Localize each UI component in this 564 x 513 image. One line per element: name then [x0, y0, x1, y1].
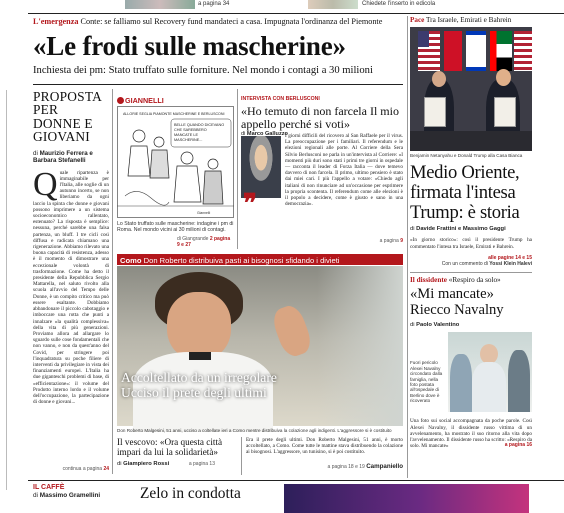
como-divider — [241, 437, 242, 475]
svg-text:CHE SAREBBERO: CHE SAREBBERO — [174, 128, 207, 132]
dissident-pageref: a pagina 16 — [504, 442, 532, 449]
bottom-advert — [284, 484, 529, 513]
flag-bahrain — [444, 31, 462, 71]
priest-collar — [189, 352, 211, 360]
giannelli-box — [117, 96, 234, 250]
main-headline: «Le frodi sulle mascherine» — [33, 31, 346, 61]
flag-usa-canton — [418, 31, 429, 47]
pace-kicker-text: Tra Israele, Emirati e Bahrein — [426, 16, 512, 24]
giannelli-title-bubble: ALLORIE SEGLIA PIAMONTE MASCHERINE E BERLUSCONI — [123, 112, 225, 116]
dissident-kicker-line — [410, 276, 532, 284]
right-column — [410, 16, 532, 448]
pace-kicker-line — [410, 16, 532, 24]
vescovo-headline: Il vescovo: «Ora questa città impari da lui la solidarietà» — [117, 437, 223, 458]
main-story-rule — [33, 84, 403, 85]
person-right-head — [496, 69, 511, 86]
main-kicker-line — [33, 17, 403, 26]
dissident-photo-caption: Fuori pericolo Alexei Navalny circondato dalla famiglia, nella foto postata all'ospedale di Berlino dove è ricoverato — [410, 360, 443, 404]
main-subhead: Inchiesta dei pm: Stato truffato sulle forniture. Nel mondo i contagi a 30 milioni — [33, 65, 373, 76]
caffe-kicker: IL CAFFÈ — [33, 484, 65, 491]
left-column-dropcap: Q — [33, 165, 58, 203]
pace-photo-caption: Benjamin Netanyahu e Donald Trump alla Casa Bianca — [410, 153, 523, 158]
caffe-headline: Zelo in condotta — [140, 485, 241, 502]
interview-body: I giorni difficili del ricovero al San Raffaele per il virus. La preoccupazione per i familiari. Il referendum e le elezioni regionali alle porte. Al Corriere della Sera Silvio Berlusconi ne parla in un'intervista al Corriere: «I momenti più duri sono stati i primi tre giorni in ospedale — racconta il leader di Forza Italia — dove temevo davvero di non farcela. Il primo, ultimo pensiero è stato dai miei cari. I più l'appello a votare: «Chiedo agli italiani di non rinunciare ad un'occasione per esprimere la propria scontenta. Il referendum come alle elezioni è il popolo a decidere, come è giusto e sano in una democrazia». — [285, 133, 403, 208]
person-left-head — [432, 71, 446, 87]
pace-byline: di Davide Frattini e Massimo Gaggi — [410, 226, 506, 233]
giannelli-pageref: di Giangrande 2 pagina 9 e 27 — [177, 236, 231, 248]
pace-lead: «In giorno storico»: così il presidente Trump ha commentato l'intesa tra Israele, Emirati e Bahrein. — [410, 237, 532, 250]
giannelli-dot-icon — [117, 97, 124, 104]
interview-headline: «Ho temuto di non farcela Il mio appello perché si voti» — [241, 104, 399, 131]
dissident-photo — [448, 332, 532, 412]
pace-kicker: Pace — [410, 16, 425, 24]
priest-face — [167, 292, 231, 360]
left-column-title: PROPOSTA PER DONNE E GIOVANI — [33, 89, 102, 145]
left-column-body: Q uale ripartenza è immaginabile per l'Italia, alle soglie di un autunno incerto, se non liberiamo da ogni laccio la spinta che donne e giovani possono imprimere a un sistema socioeconomico rallentato, estenuato? La risposta è semplice: nessuna, perché sarebbe una falsa partenza, un bluff. I tre cicli così diffusa e radicata chiamano una rigenerazione. Abbiamo rilevato una buona capacità di resistenza, adesso è il momento di dimostrare una eccezionale volontà di trasformazione. Come ha detto il presidente della Repubblica Sergio Mattarella, nel saluto rivolto alla scuola all'avvio del Tempo delle Donne, è un compito critico ma può essere esaltante. Dobbiamo abbandonare il piccolo cabotaggio e imboccare una rotta che punti a innalzare «la qualità complessiva» della vita di più generazioni. Proviamo allora ad allargare lo sguardo sulle cose fondamentali che non vanno, e non da quest'anno del Covid, per stringere poi l'inquadratura su poche filiere di interventi da privilegiare in vista dei finanziamenti europei. L'Italia ha due giganteschi problemi di base, di «efficientazione»: il volume del Prodotto interno lordo e il volume dell'occupazione, la partecipazione di donne e giovani... — [33, 165, 109, 406]
document-right — [494, 97, 516, 127]
top-rule — [28, 13, 564, 14]
relative-right — [508, 350, 530, 412]
interview-block — [241, 96, 403, 248]
svg-text:MANCATE LE: MANCATE LE — [174, 133, 198, 137]
divider-mid — [237, 89, 238, 249]
como-headline: Accoltellato da un irregolare Ucciso il prete degli ultimi — [121, 370, 277, 400]
dissident-headline: «Mi mancate» Riecco Navalny — [410, 286, 504, 319]
side-imprint — [6, 90, 16, 490]
priest-hand — [269, 302, 314, 359]
giannelli-signature: Giannelli — [197, 211, 211, 215]
como-body-block — [246, 437, 403, 470]
pace-headline: Medio Oriente, firmata l'intesa Trump: è storia — [410, 162, 520, 223]
left-column-byline: di Maurizio Ferrera e Barbara Stefanelli — [33, 149, 93, 164]
giannelli-caption: Lo Stato truffato sulle mascherine: indagine i pm di Roma. Nel mondo vicini ai 30 milioni di contagi. — [117, 221, 234, 234]
pace-photo — [410, 27, 532, 151]
como-photo — [117, 266, 403, 426]
pace-pageref: alle pagine 14 e 15 — [488, 255, 532, 262]
como-photo-caption: Don Roberto Malgesini, 51 anni, ucciso a coltellate ieri a Como mentre distribuiva la colazione agli indigenti. L'aggressore si è costituito — [117, 428, 392, 433]
caffe-byline: di Massimo Gramellini — [33, 492, 101, 499]
como-kicker-line — [120, 256, 340, 265]
pace-comment: Con un commento di Yossi Klein Halevi — [441, 261, 532, 268]
como-kicker: Como — [120, 255, 142, 265]
top-strip-right-text: Chiedete l'inserto in edicola — [362, 1, 436, 7]
flag-emirates — [490, 31, 512, 71]
top-strip-left-image — [125, 0, 195, 9]
caffe-block — [33, 484, 113, 499]
giannelli-label: GIANNELLI — [117, 96, 164, 105]
photo-background-right — [317, 266, 403, 426]
vescovo-byline: di Giampiero Rossi a pagina 13 — [117, 460, 215, 467]
quote-marks-icon: ❞ — [243, 189, 257, 218]
giannelli-cartoon-drawing — [117, 106, 234, 218]
divider-right — [407, 16, 408, 478]
dissident-media — [410, 332, 532, 412]
main-kicker: L'emergenza — [33, 17, 79, 26]
interview-byline: di Marco Galluzzo — [241, 131, 288, 137]
left-column-continues: continua a pagina 24 — [62, 465, 109, 472]
como-kicker-text: Don Roberto distribuiva pasti ai bisognosi sfidando i divieti — [143, 255, 340, 265]
table — [410, 131, 532, 151]
vescovo-block — [117, 437, 237, 467]
como-body: Era il prete degli ultimi. Don Roberto Malgesini, 51 anni, è morto accoltellato, a Como. Come tutte le mattine stava distribuendo la colazione ai bisognosi. L'aggressore, un tunisino, si è poi costituito. — [246, 437, 403, 456]
divider-left — [112, 89, 113, 474]
right-column-divider — [410, 272, 532, 273]
bottom-rule — [28, 480, 564, 481]
como-pageref: a pagina 18 e 19 Campaniello — [327, 463, 403, 470]
document-left — [424, 97, 446, 127]
flag-usa-2 — [514, 31, 532, 71]
relative-left — [450, 354, 472, 412]
patient-head — [480, 344, 498, 364]
dissident-body: Una foto sui social accompagnata da poche parole. Così Alexei Navalny, il dissidente russo vittima di un avvelenamento, ha mostrato il suo ritorno alla vita dopo l'avvelenamento. Il dissidente russo ha scritto: «Respiro da solo. Mi mancate» — [410, 418, 532, 450]
patient-body — [472, 362, 506, 412]
flag-israel — [466, 31, 486, 71]
left-column — [33, 90, 109, 472]
main-kicker-text: Conte: se falliamo sul Recovery fund mandateci a casa. Impugnata l'ordinanza del Piemonte — [80, 17, 383, 26]
top-strip-left-text: a pagina 34 — [198, 1, 230, 7]
interview-kicker: INTERVISTA CON BERLUSCONI — [241, 96, 320, 102]
top-strip — [0, 0, 564, 12]
svg-text:BELLE QUANDO DICEVANO: BELLE QUANDO DICEVANO — [174, 123, 225, 127]
interview-pageref: a pagina 9 — [379, 238, 403, 244]
dissident-kicker-text: «Respiro da solo» — [448, 276, 501, 285]
top-strip-right-image — [308, 0, 358, 9]
dissident-byline: di Paolo Valentino — [410, 322, 460, 329]
svg-text:MASCHERINE...: MASCHERINE... — [174, 138, 203, 142]
dissident-kicker: Il dissidente — [410, 276, 447, 285]
